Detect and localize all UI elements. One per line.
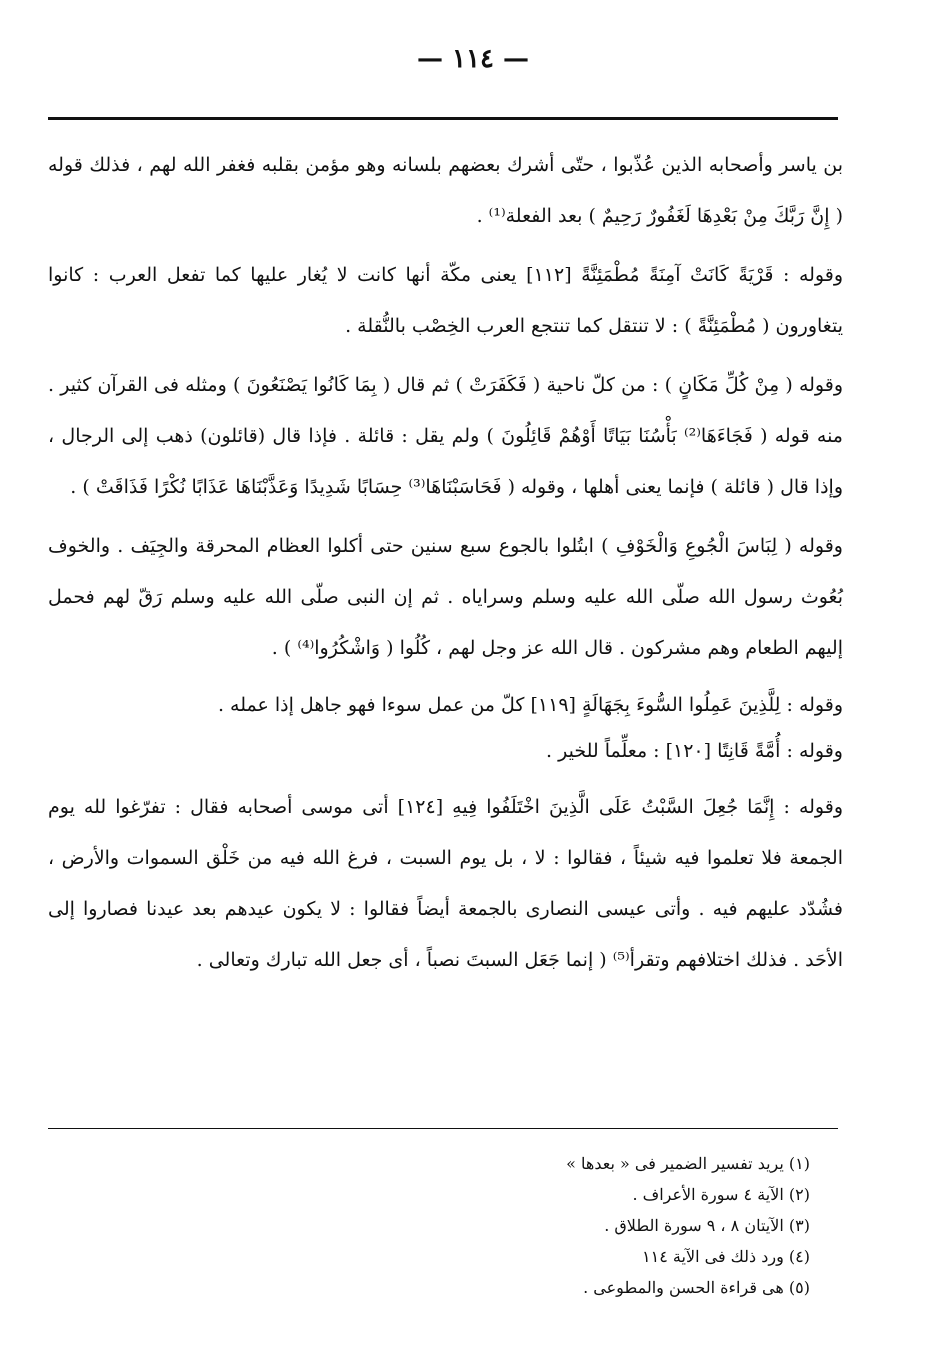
footnote: (٢) الآية ٤ سورة الأعراف . — [632, 1185, 810, 1204]
header-rule — [48, 117, 838, 120]
paragraph: وقوله ( لِبَاسَ الْجُوعِ وَالْخَوْفِ ) ابتُلوا بالجوع سبع سنين حتى أكلوا العظام المحرقة والجِيَف . والخوف بُعُوث رسول الله صلّى الله عليه وسلم وسراياه . ثم إن النبى صلّى الله عليه وسلم رَقّ لهم فحمل إليهم الطعام وهم مشركون . قال الله عز وجل لهم ، كُلُوا ( وَاشْكُرُوا⁽⁴⁾ ) . — [48, 535, 843, 659]
paragraph: وقوله : أُمَّةً قَانِتًا [١٢٠] : معلِّماً للخير . — [546, 740, 843, 762]
footnote: (١) يريد تفسير الضمير فى « بعدها » — [566, 1154, 810, 1173]
paragraph: بن ياسر وأصحابه الذين عُذّبوا ، حتّى أشرك بعضهم بلسانه وهو مؤمن بقلبه فغفر الله لهم ، فذلك قوله ( إِنَّ رَبَّكَ مِنْ بَعْدِهَا لَغَفُورٌ رَحِيمٌ ) بعد الفعلة⁽¹⁾ . — [48, 154, 843, 227]
footnote: (٤) ورد ذلك فى الآية ١١٤ — [642, 1247, 810, 1266]
footnote: (٣) الآيتان ٨ ، ٩ سورة الطلاق . — [604, 1216, 810, 1235]
paragraph: وقوله : إِنَّمَا جُعِلَ السَّبْتُ عَلَى الَّذِينَ اخْتَلَفُوا فِيهِ [١٢٤] أتى موسى أصحابه فقال : تفرّغوا لله يوم الجمعة فلا تعلموا فيه شيئاً ، فقالوا : لا ، بل يوم السبت ، فرغ الله فيه من خَلْق السموات والأرض ، فشُدّد عليهم فيه . وأتى عيسى النصارى بالجمعة أيضاً فقالوا : لا يكون عيدهم بعد عيدنا فصاروا إلى الأحَد . فذلك اختلافهم وتقرأ⁽⁵⁾ ( إنما جَعَل السبتَ نصباً ، أى جعل الله تبارك وتعالى . — [48, 796, 843, 971]
footnote-rule — [48, 1128, 838, 1129]
main-text — [48, 140, 843, 986]
paragraph: وقوله : لِلَّذِينَ عَمِلُوا السُّوءَ بِجَهَالَةٍ [١١٩] كلّ من عمل سوءا فهو جاهل إذا عمله . — [217, 694, 843, 716]
page-number: — ١١٤ — — [416, 44, 530, 74]
paragraph: وقوله ( مِنْ كُلِّ مَكَانٍ ) : من كلّ ناحية ( فَكَفَرَتْ ) ثم قال ( بِمَا كَانُوا يَصْنَعُونَ ) ومثله فى القرآن كثير . منه قوله ( فَجَاءَهَا⁽²⁾ بَأْسُنَا بَيَاتًا أَوْهُمْ قَائِلُونَ ) ولم يقل : قائلة . فإذا قال (قائلون) ذهب إلى الرجال ، وإذا قال ( قائلة ) فإنما يعنى أهلها ، وقوله ( فَحَاسَبْنَاهَا⁽³⁾ حِسَابًا شَدِيدًا وَعَذَّبْنَاهَا عَذَابًا نُكْرًا فَذَاقَتْ ) . — [48, 374, 843, 498]
footnotes — [48, 1148, 810, 1303]
footnote: (٥) هى قراءة الحسن والمطوعى . — [583, 1278, 810, 1297]
paragraph: وقوله : قَرْيَةً كَانَتْ آمِنَةً مُطْمَئِنَّةً [١١٢] يعنى مكّة أنها كانت لا يُغار عليها كما تفعل العرب : كانوا يتغاورون ( مُطْمَئِنَّةً ) : لا تنتقل كما تنتجع العرب الخِصْب بالنُّقلة . — [48, 264, 843, 337]
